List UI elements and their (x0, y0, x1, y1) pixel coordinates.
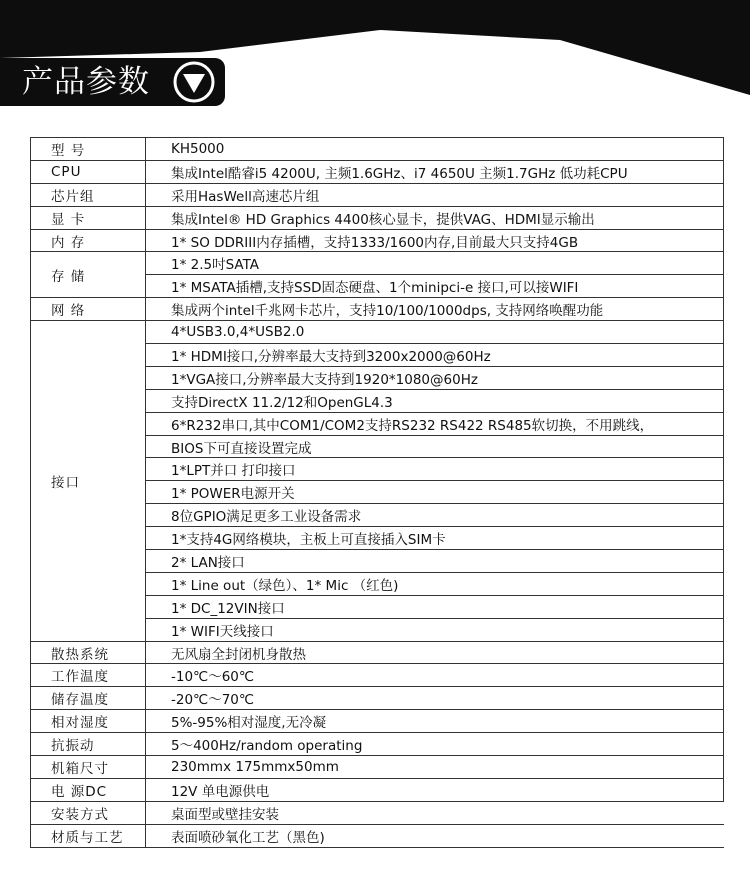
spec-value: 集成Intel酷睿i5 4200U, 主频1.6GHz、i7 4650U 主频1.7GHz 低功耗CPU (146, 160, 724, 183)
spec-value: KH5000 (146, 138, 724, 161)
spec-value: 8位GPIO满足更多工业设备需求 (146, 504, 724, 527)
spec-label: 电 源DC (31, 778, 146, 801)
spec-label: 接口 (31, 321, 146, 641)
spec-label: 芯片组 (31, 183, 146, 206)
spec-row (31, 733, 724, 756)
spec-label: 内 存 (31, 229, 146, 252)
spec-label: 工作温度 (31, 664, 146, 687)
spec-row (31, 298, 724, 321)
spec-value: 1* 2.5吋SATA (146, 252, 724, 275)
spec-value: 1* Line out（绿色）、1* Mic （红色) (146, 572, 724, 595)
spec-value: 2* LAN接口 (146, 550, 724, 573)
spec-row (31, 252, 724, 275)
spec-value: 1* POWER电源开关 (146, 481, 724, 504)
spec-row (31, 756, 724, 779)
spec-value: 1* DC_12VIN接口 (146, 595, 724, 618)
spec-label: 显 卡 (31, 206, 146, 229)
spec-row (31, 801, 724, 824)
spec-value: 表面喷砂氧化工艺（黑色) (146, 824, 724, 847)
spec-value: 1*VGA接口,分辨率最大支持到1920*1080@60Hz (146, 366, 724, 389)
spec-row (31, 687, 724, 710)
spec-row (31, 206, 724, 229)
spec-value: 集成两个intel千兆网卡芯片，支持10/100/1000dps, 支持网络唤醒功能 (146, 298, 724, 321)
spec-label: 储存温度 (31, 687, 146, 710)
spec-value: 桌面型或壁挂安装 (146, 801, 724, 824)
spec-row (31, 138, 724, 161)
spec-row (31, 229, 724, 252)
spec-value: -20℃～70℃ (146, 687, 724, 710)
spec-table-body (31, 138, 724, 848)
spec-value: 6*R232串口,其中COM1/COM2支持RS232 RS422 RS485软切换，不用跳线， (146, 412, 724, 435)
spec-row (31, 778, 724, 801)
spec-value: 1*支持4G网络模块，主板上可直接插入SIM卡 (146, 527, 724, 550)
spec-table (30, 137, 724, 848)
spec-row (31, 710, 724, 733)
spec-value: -10℃～60℃ (146, 664, 724, 687)
spec-label: 抗振动 (31, 733, 146, 756)
spec-value: 1* HDMI接口,分辨率最大支持到3200x2000@60Hz (146, 344, 724, 367)
spec-row (31, 641, 724, 664)
spec-label: 型 号 (31, 138, 146, 161)
spec-value: 采用HasWell高速芯片组 (146, 183, 724, 206)
spec-value: 1*LPT并口 打印接口 (146, 458, 724, 481)
spec-row (31, 664, 724, 687)
spec-row (31, 321, 724, 344)
spec-value: 12V 单电源供电 (146, 778, 724, 801)
spec-label: CPU (31, 160, 146, 183)
down-triangle-circle-icon (172, 60, 216, 104)
spec-value: 230mmx 175mmx50mm (146, 756, 724, 779)
spec-value: 1* WIFI天线接口 (146, 618, 724, 641)
spec-value: 5%-95%相对湿度,无冷凝 (146, 710, 724, 733)
spec-value: 支持DirectX 11.2/12和OpenGL4.3 (146, 389, 724, 412)
spec-value: 5～400Hz/random operating (146, 733, 724, 756)
spec-value: 1* SO DDRIII内存插槽，支持1333/1600内存,目前最大只支持4GB (146, 229, 724, 252)
spec-label: 散热系统 (31, 641, 146, 664)
spec-label: 材质与工艺 (31, 824, 146, 847)
spec-value: 无风扇全封闭机身散热 (146, 641, 724, 664)
spec-value: BIOS下可直接设置完成 (146, 435, 724, 458)
spec-row (31, 160, 724, 183)
spec-row (31, 824, 724, 847)
spec-label: 网 络 (31, 298, 146, 321)
spec-row (31, 183, 724, 206)
spec-label: 安装方式 (31, 801, 146, 824)
spec-value: 4*USB3.0,4*USB2.0 (146, 321, 724, 344)
spec-label: 存 储 (31, 252, 146, 298)
spec-label: 相对湿度 (31, 710, 146, 733)
spec-label: 机箱尺寸 (31, 756, 146, 779)
spec-value: 1* MSATA插槽,支持SSD固态硬盘、1个minipci-e 接口,可以接WIFI (146, 275, 724, 298)
page-title: 产品参数 (22, 64, 150, 100)
spec-value: 集成Intel® HD Graphics 4400核心显卡，提供VAG、HDMI显示输出 (146, 206, 724, 229)
